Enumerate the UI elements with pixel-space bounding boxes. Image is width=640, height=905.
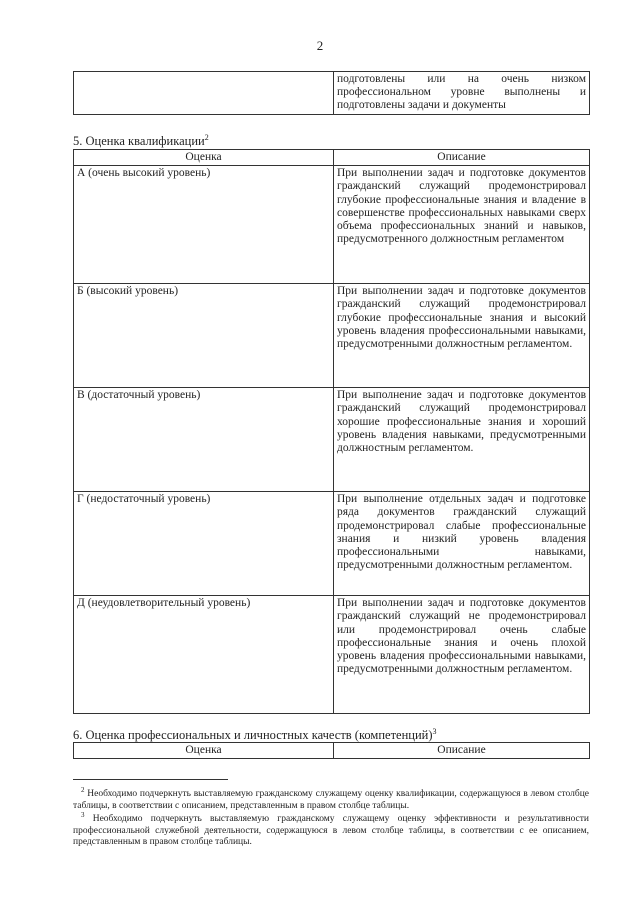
- table-row: [74, 492, 590, 596]
- continued-table: [73, 71, 590, 115]
- table-row: [74, 166, 590, 284]
- page-number: 2: [316, 38, 324, 53]
- footnote-text: Необходимо подчеркнуть выставляемую гражданскому служащему оценку эффективности и результативности профессиональной служебной деятельности, содержащуюся в левом столбце таблицы, в соответствии с ее описанием, представленным в правом столбце таблицы.: [73, 814, 590, 848]
- footnote-mark: 3: [81, 811, 85, 819]
- grade-cell: Д (неудовлетворительный уровень): [74, 596, 334, 714]
- description-cell: При выполнение задач и подготовке документов гражданский служащий продемонстрировал хорошие профессиональные знания и хороший уровень владения навыками, предусмотренными должностным регламентом.: [334, 388, 590, 492]
- table-row: [74, 284, 590, 388]
- footnote: [73, 785, 589, 812]
- footnote-text: Необходимо подчеркнуть выставляемую гражданскому служащему оценку квалификации, содержащуюся в левом столбце таблицы, в соответствии с описанием, представленным в правом столбце таблицы.: [73, 789, 590, 811]
- footnote-mark: 2: [81, 786, 85, 794]
- header-row: [74, 150, 590, 166]
- table-row: [74, 596, 590, 714]
- table-row: [74, 388, 590, 492]
- header-description: Описание: [334, 743, 590, 759]
- table-row: [74, 72, 590, 115]
- competencies-table: [73, 742, 590, 759]
- header-grade: Оценка: [74, 743, 334, 759]
- description-cell: При выполнение отдельных задач и подготовке ряда документов гражданский служащий продемонстрировал слабые профессиональные знания и низкий уровень владения профессиональными навыками, предусмотренными должностным регламентом.: [334, 492, 590, 596]
- header-description: Описание: [334, 150, 590, 166]
- section6-title: 6. Оценка профессиональных и личностных качеств (компетенций)$^3$: [73, 727, 437, 743]
- description-cell: При выполнении задач и подготовке документов гражданский служащий не продемонстрировал или продемонстрировал очень слабые профессиональные знания и очень плохой уровень владения профессиональными навыками, предусмотренными должностным регламентом.: [334, 596, 590, 714]
- section5-title: 5. Оценка квалификации$^2$: [73, 133, 209, 149]
- qualification-table: [73, 149, 590, 714]
- footnote-ref: 2: [204, 133, 209, 142]
- grade-cell: Г (недостаточный уровень): [74, 492, 334, 596]
- description-cell: При выполнении задач и подготовке документов гражданский служащий продемонстрировал глубокие профессиональные знания и владение в совершенстве профессиональных навыками сверх объема профессиональных знаний и навыков, предусмотренного должностным регламентом: [334, 166, 590, 284]
- description-cell: подготовлены или на очень низком профессиональном уровне выполнены и подготовлены задачи и документы: [334, 72, 590, 115]
- description-cell: При выполнении задач и подготовке документов гражданский служащий продемонстрировал глубокие профессиональные знания и высокий уровень владения профессиональными навыками, предусмотренными должностным регламентом.: [334, 284, 590, 388]
- grade-cell: В (достаточный уровень): [74, 388, 334, 492]
- footnote-separator: [73, 779, 228, 780]
- footnote: [73, 810, 589, 849]
- grade-cell: Б (высокий уровень): [74, 284, 334, 388]
- header-row: [74, 743, 590, 759]
- header-grade: Оценка: [74, 150, 334, 166]
- grade-cell: [74, 72, 334, 115]
- grade-cell: А (очень высокий уровень): [74, 166, 334, 284]
- footnote-ref: 3: [432, 727, 437, 736]
